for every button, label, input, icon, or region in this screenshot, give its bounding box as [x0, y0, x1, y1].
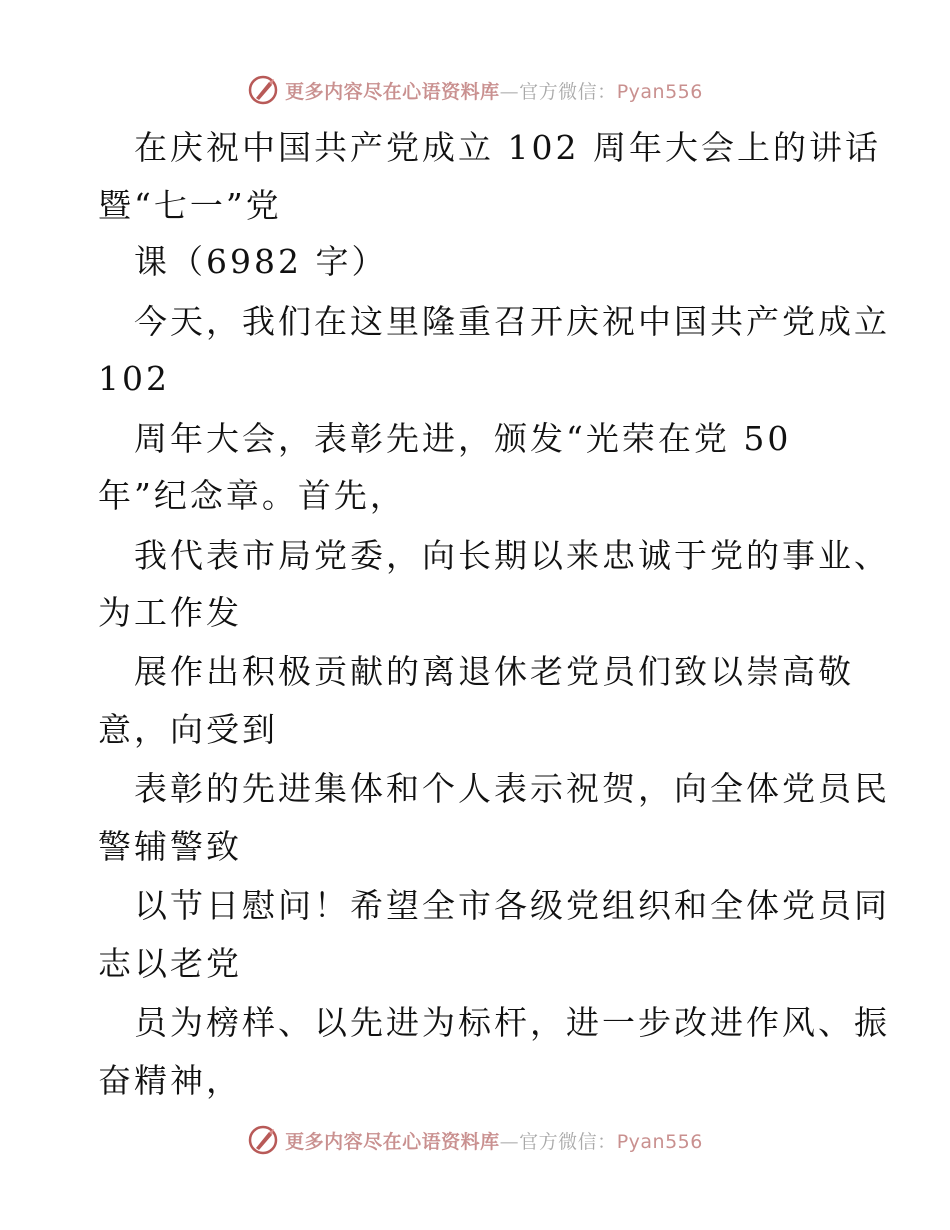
text-line-13: 警辅警致: [98, 827, 242, 866]
text-line-6: 周年大会，表彰先进，颁发“光荣在党 50: [134, 419, 792, 458]
feather-pen-icon: [247, 74, 279, 106]
footer-banner: [0, 1120, 950, 1160]
document-body: [0, 120, 950, 1110]
feather-pen-icon: [247, 1124, 279, 1156]
text-line-16: 员为榜样、以先进为标杆，进一步改进作风、振: [134, 1003, 890, 1042]
text-line-10: 展作出积极贡献的离退休老党员们致以崇高敬: [134, 652, 854, 691]
text-line-15: 志以老党: [98, 944, 242, 983]
text-line-17: 奋精神，: [98, 1061, 242, 1100]
text-line-7: 年”纪念章。首先，: [98, 476, 406, 515]
text-line-14: 以节日慰问！希望全市各级党组织和全体党员同: [134, 886, 890, 925]
banner-separator: —: [499, 80, 520, 103]
text-line-5: 102: [98, 359, 170, 398]
text-line-8: 我代表市局党委，向长期以来忠诚于党的事业、: [134, 536, 890, 575]
text-line-2: 暨“七一”党: [98, 186, 282, 225]
text-line-4: 今天，我们在这里隆重召开庆祝中国共产党成立: [134, 302, 890, 341]
banner-wechat-id: Pyan556: [616, 1130, 703, 1153]
text-line-12: 表彰的先进集体和个人表示祝贺，向全体党员民: [134, 769, 890, 808]
header-banner: [0, 70, 950, 110]
banner-main-text: 更多内容尽在心语资料库: [285, 1130, 500, 1153]
banner-separator: —: [499, 1130, 520, 1153]
text-line-11: 意，向受到: [98, 710, 278, 749]
text-line-9: 为工作发: [98, 593, 242, 632]
banner-main-text: 更多内容尽在心语资料库: [285, 80, 500, 103]
text-line-3: 课（6982 字）: [134, 242, 388, 281]
banner-wechat-label: 官方微信：: [519, 1130, 617, 1153]
banner-wechat-id: Pyan556: [616, 80, 703, 103]
banner-wechat-label: 官方微信：: [519, 80, 617, 103]
text-line-1: 在庆祝中国共产党成立 102 周年大会上的讲话: [134, 128, 881, 167]
